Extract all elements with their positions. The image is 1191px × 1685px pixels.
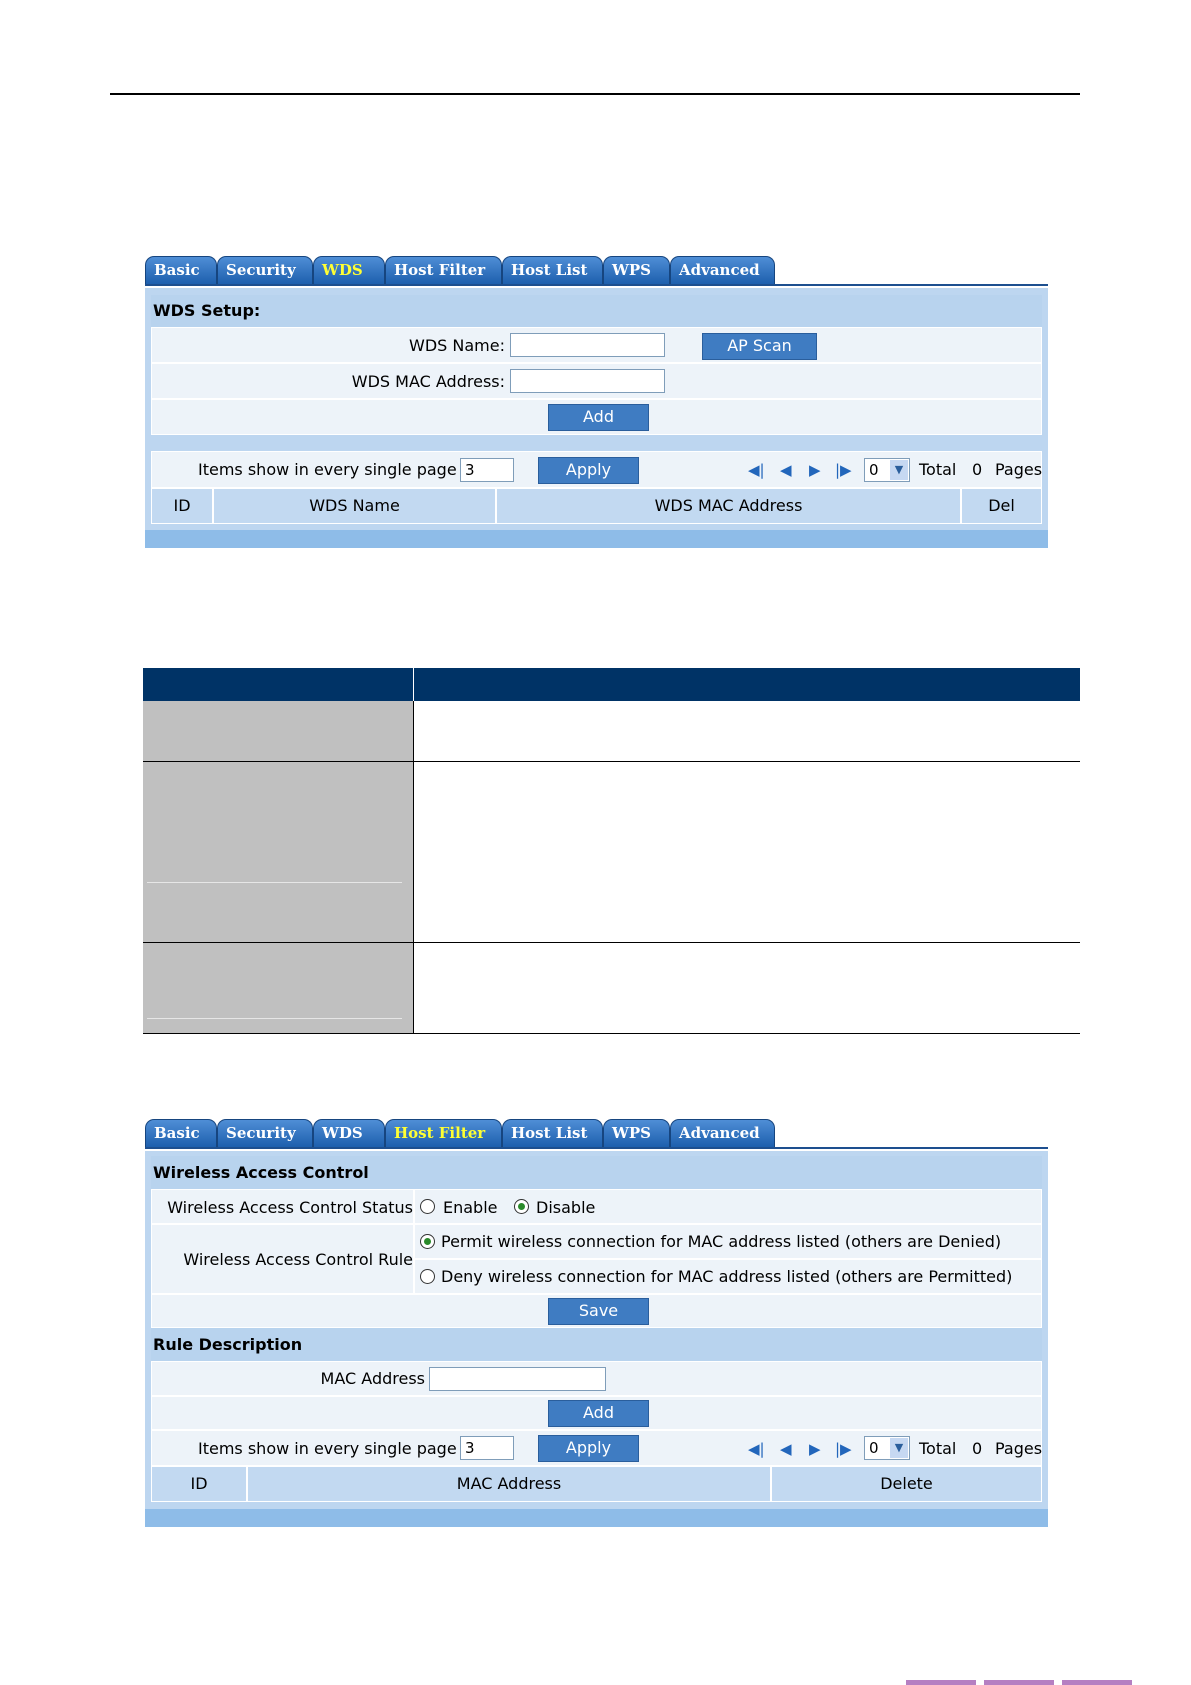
next-page-icon[interactable]: ▶ [809,461,821,479]
tab-host-filter[interactable]: Host Filter [385,1119,502,1147]
col-id: ID [151,1466,247,1502]
wds-mac-label: WDS MAC Address: [351,372,505,391]
wds-name-row [151,327,1042,363]
col-wds-mac: WDS MAC Address [496,488,961,524]
wds-pagination-row [151,451,1042,488]
hostfilter-tab-strip [145,1119,775,1149]
disable-label: Disable [536,1198,596,1217]
rule-description-title [151,1328,1042,1361]
tab-advanced[interactable]: Advanced [670,256,775,284]
last-page-icon[interactable]: |▶ [835,461,852,479]
rule-deny-radio[interactable] [420,1269,435,1284]
items-per-page-label: Items show in every single page [198,460,457,479]
save-row [151,1294,1042,1328]
wds-apply-button[interactable]: Apply [538,457,639,484]
footer-mark [906,1680,976,1685]
rule-deny-label: Deny wireless connection for MAC address listed (others are Permitted) [441,1267,1013,1286]
next-page-icon[interactable]: ▶ [809,1440,821,1458]
chevron-down-icon: ▼ [890,460,908,480]
host-apply-button[interactable]: Apply [538,1435,639,1462]
pages-label: Pages [995,1439,1043,1458]
description-table-header [143,668,1080,701]
wac-rule-label: Wireless Access Control Rule [183,1250,413,1269]
desc-bottom-rule [143,1033,1080,1034]
tab-wps[interactable]: WPS [603,1119,670,1147]
ap-scan-button[interactable]: AP Scan [702,333,817,360]
rule-deny-cell [414,1259,1042,1294]
tab-host-list[interactable]: Host List [502,1119,603,1147]
page-select-value: 0 [869,461,879,479]
items-per-page-input[interactable] [460,458,514,482]
prev-page-icon[interactable]: ◀ [780,461,792,479]
page-top-rule [110,93,1080,95]
desc-row2-inner-divider [147,882,402,883]
mac-address-row [151,1361,1042,1396]
footer-mark [984,1680,1054,1685]
desc-row3-inner-divider [147,1018,402,1019]
desc-row3-label-cell [143,943,413,1033]
col-id: ID [151,488,213,524]
desc-row1-label-cell [143,701,413,761]
desc-header-divider [413,668,414,701]
wac-status-label-cell [151,1189,414,1224]
total-value: 0 [972,1439,983,1458]
tab-host-list[interactable]: Host List [502,256,603,284]
wds-add-row [151,399,1042,435]
mac-address-label: MAC Address [320,1369,425,1388]
mac-address-input[interactable] [429,1367,606,1391]
wds-section-title [151,295,1042,327]
tab-security[interactable]: Security [217,1119,313,1147]
page-footer-marks [0,1680,1191,1685]
tab-security[interactable]: Security [217,256,313,284]
wac-rule-label-cell [151,1224,414,1294]
rule-permit-radio[interactable] [420,1234,435,1249]
first-page-icon[interactable]: ◀| [748,1440,765,1458]
tab-wds[interactable]: WDS [313,1119,385,1147]
tab-wds[interactable]: WDS [313,256,385,284]
chevron-down-icon: ▼ [890,1438,908,1458]
col-del: Del [961,488,1042,524]
section-title-text: Wireless Access Control [153,1163,369,1182]
wds-mac-row [151,363,1042,399]
wac-status-label: Wireless Access Control Status [167,1198,413,1217]
save-button[interactable]: Save [548,1298,649,1325]
panel-bottom-strip [145,530,1048,548]
host-add-row [151,1396,1042,1430]
total-label: Total [919,460,957,479]
col-mac-address: MAC Address [247,1466,771,1502]
host-pagination-row [151,1430,1042,1466]
wds-name-input[interactable] [510,333,665,357]
page-select-value: 0 [869,1439,879,1457]
desc-row2-label-cell [143,762,413,942]
tab-advanced[interactable]: Advanced [670,1119,775,1147]
desc-column-divider [413,701,414,1033]
first-page-icon[interactable]: ◀| [748,461,765,479]
page-select[interactable] [864,458,910,482]
page-select[interactable] [864,1436,910,1460]
wac-section-title [151,1156,1042,1189]
footer-mark [1062,1680,1132,1685]
last-page-icon[interactable]: |▶ [835,1440,852,1458]
rule-desc-title-text: Rule Description [153,1335,303,1354]
host-filter-panel [145,1151,1048,1527]
tab-underline [145,284,1048,286]
enable-label: Enable [443,1198,498,1217]
tab-host-filter[interactable]: Host Filter [385,256,502,284]
wds-setup-panel [145,288,1048,548]
total-value: 0 [972,460,983,479]
tab-underline [145,1147,1048,1149]
tab-wps[interactable]: WPS [603,256,670,284]
items-per-page-label: Items show in every single page [198,1439,457,1458]
col-wds-name: WDS Name [213,488,496,524]
wds-name-label: WDS Name: [409,336,505,355]
host-add-button[interactable]: Add [548,1400,649,1427]
enable-radio[interactable] [420,1199,435,1214]
rule-permit-cell [414,1224,1042,1259]
disable-radio[interactable] [514,1199,529,1214]
tab-basic[interactable]: Basic [145,256,217,284]
wds-mac-input[interactable] [510,369,665,393]
tab-basic[interactable]: Basic [145,1119,217,1147]
rule-permit-label: Permit wireless connection for MAC address listed (others are Denied) [441,1232,1002,1251]
wac-status-options-cell [414,1189,1042,1224]
pages-label: Pages [995,460,1043,479]
col-delete: Delete [771,1466,1042,1502]
wds-tab-strip [145,256,775,286]
items-per-page-input[interactable] [460,1436,514,1460]
section-title-text: WDS Setup: [153,301,261,320]
prev-page-icon[interactable]: ◀ [780,1440,792,1458]
panel-bottom-strip [145,1509,1048,1527]
wds-add-button[interactable]: Add [548,404,649,431]
total-label: Total [919,1439,957,1458]
